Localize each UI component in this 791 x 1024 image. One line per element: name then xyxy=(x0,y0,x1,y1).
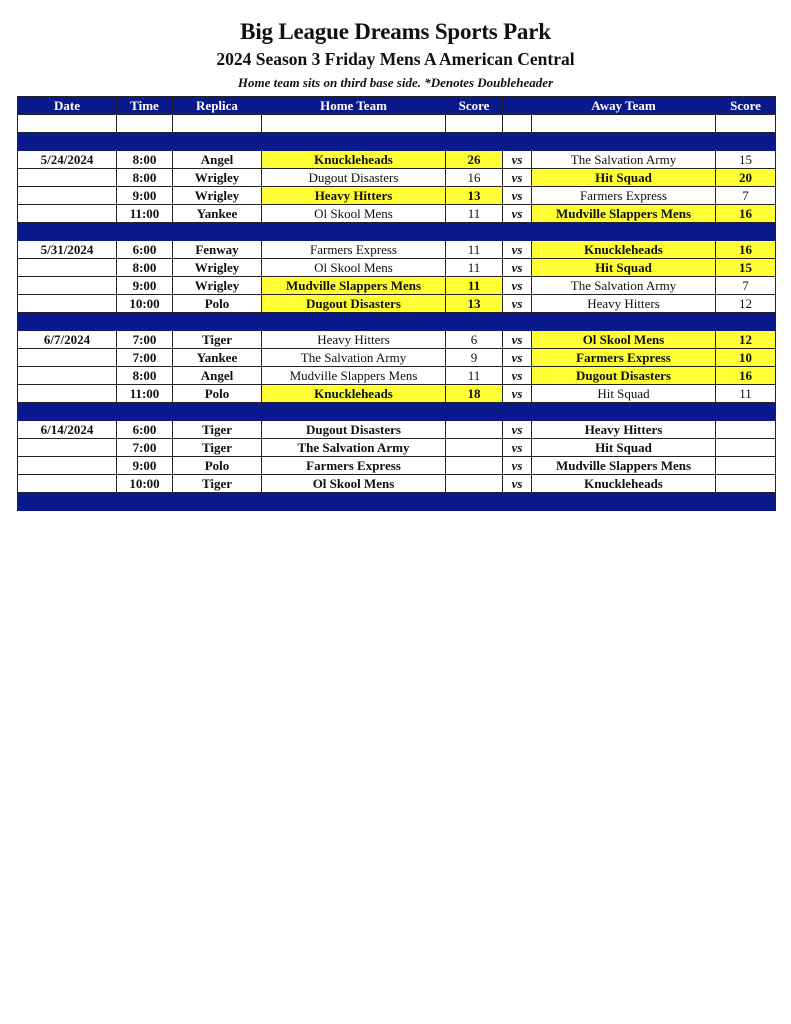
home-team: Heavy Hitters xyxy=(262,331,446,349)
game-row xyxy=(18,367,776,385)
game-date xyxy=(18,187,117,205)
vs-label: vs xyxy=(503,475,532,493)
game-field: Wrigley xyxy=(173,277,262,295)
col-header-home-team: Home Team xyxy=(262,97,446,115)
blank-cell xyxy=(446,115,503,133)
page-title: Big League Dreams Sports Park xyxy=(240,19,551,44)
game-row xyxy=(18,277,776,295)
vs-label: vs xyxy=(503,151,532,169)
game-time: 7:00 xyxy=(117,331,173,349)
away-team: Heavy Hitters xyxy=(532,295,716,313)
separator-cell xyxy=(503,493,532,511)
away-team: Mudville Slappers Mens xyxy=(532,205,716,223)
game-field: Angel xyxy=(173,367,262,385)
blank-cell xyxy=(18,115,117,133)
col-header-vs xyxy=(503,97,532,115)
separator-cell xyxy=(503,223,532,241)
game-date xyxy=(18,367,117,385)
separator-cell xyxy=(117,493,173,511)
away-score xyxy=(716,421,776,439)
separator-cell xyxy=(262,133,446,151)
vs-label: vs xyxy=(503,331,532,349)
away-team: Hit Squad xyxy=(532,169,716,187)
away-team: Dugout Disasters xyxy=(532,367,716,385)
game-date: 6/14/2024 xyxy=(18,421,117,439)
vs-label: vs xyxy=(503,295,532,313)
home-score: 13 xyxy=(446,187,503,205)
blank-cell xyxy=(173,115,262,133)
separator-cell xyxy=(716,313,776,331)
away-team: Knuckleheads xyxy=(532,241,716,259)
game-row xyxy=(18,439,776,457)
blank-cell xyxy=(532,115,716,133)
home-score: 11 xyxy=(446,205,503,223)
schedule-body xyxy=(18,115,776,511)
separator-cell xyxy=(446,403,503,421)
vs-label: vs xyxy=(503,385,532,403)
home-team: Ol Skool Mens xyxy=(262,259,446,277)
vs-label: vs xyxy=(503,277,532,295)
home-team: Dugout Disasters xyxy=(262,169,446,187)
game-row xyxy=(18,241,776,259)
separator-row xyxy=(18,313,776,331)
away-score: 15 xyxy=(716,259,776,277)
game-field: Wrigley xyxy=(173,259,262,277)
home-team: Ol Skool Mens xyxy=(262,205,446,223)
col-header-away-team: Away Team xyxy=(532,97,716,115)
separator-cell xyxy=(117,223,173,241)
game-field: Tiger xyxy=(173,421,262,439)
vs-label: vs xyxy=(503,421,532,439)
game-date xyxy=(18,385,117,403)
game-row xyxy=(18,295,776,313)
blank-cell xyxy=(117,115,173,133)
col-header-date: Date xyxy=(18,97,117,115)
schedule-table xyxy=(17,96,776,511)
away-team: Mudville Slappers Mens xyxy=(532,457,716,475)
home-score: 9 xyxy=(446,349,503,367)
vs-label: vs xyxy=(503,205,532,223)
home-score xyxy=(446,439,503,457)
separator-cell xyxy=(18,223,117,241)
away-score: 7 xyxy=(716,277,776,295)
away-team: The Salvation Army xyxy=(532,277,716,295)
home-team: Knuckleheads xyxy=(262,385,446,403)
separator-cell xyxy=(532,313,716,331)
game-field: Wrigley xyxy=(173,169,262,187)
separator-cell xyxy=(716,493,776,511)
game-field: Fenway xyxy=(173,241,262,259)
col-header-away-score: Score xyxy=(716,97,776,115)
home-score xyxy=(446,421,503,439)
home-score: 11 xyxy=(446,277,503,295)
separator-cell xyxy=(446,313,503,331)
separator-cell xyxy=(117,403,173,421)
separator-cell xyxy=(716,403,776,421)
game-time: 8:00 xyxy=(117,259,173,277)
away-team: Hit Squad xyxy=(532,385,716,403)
game-time: 7:00 xyxy=(117,349,173,367)
game-date xyxy=(18,475,117,493)
away-score: 11 xyxy=(716,385,776,403)
game-date: 5/24/2024 xyxy=(18,151,117,169)
game-time: 11:00 xyxy=(117,385,173,403)
home-score: 11 xyxy=(446,241,503,259)
away-team: Farmers Express xyxy=(532,187,716,205)
home-team: Mudville Slappers Mens xyxy=(262,367,446,385)
separator-cell xyxy=(532,493,716,511)
separator-cell xyxy=(173,403,262,421)
separator-cell xyxy=(117,313,173,331)
game-row xyxy=(18,421,776,439)
home-score: 11 xyxy=(446,367,503,385)
game-field: Wrigley xyxy=(173,187,262,205)
separator-row xyxy=(18,133,776,151)
separator-cell xyxy=(503,133,532,151)
separator-cell xyxy=(18,403,117,421)
separator-cell xyxy=(262,313,446,331)
away-score: 15 xyxy=(716,151,776,169)
game-time: 10:00 xyxy=(117,295,173,313)
separator-cell xyxy=(117,133,173,151)
separator-cell xyxy=(446,133,503,151)
away-score: 20 xyxy=(716,169,776,187)
home-score: 13 xyxy=(446,295,503,313)
home-score: 11 xyxy=(446,259,503,277)
separator-cell xyxy=(18,133,117,151)
game-time: 9:00 xyxy=(117,457,173,475)
game-field: Yankee xyxy=(173,205,262,223)
game-date xyxy=(18,169,117,187)
home-team: The Salvation Army xyxy=(262,439,446,457)
col-header-home-score: Score xyxy=(446,97,503,115)
separator-cell xyxy=(173,313,262,331)
away-score: 10 xyxy=(716,349,776,367)
away-team: Knuckleheads xyxy=(532,475,716,493)
away-team: Hit Squad xyxy=(532,439,716,457)
game-row xyxy=(18,187,776,205)
game-field: Tiger xyxy=(173,475,262,493)
page-note: Home team sits on third base side. *Denotes Doubleheader xyxy=(237,75,554,90)
game-date: 5/31/2024 xyxy=(18,241,117,259)
home-team: Farmers Express xyxy=(262,457,446,475)
away-score: 12 xyxy=(716,331,776,349)
header-row xyxy=(18,97,776,115)
game-time: 8:00 xyxy=(117,367,173,385)
away-score: 16 xyxy=(716,241,776,259)
game-row xyxy=(18,385,776,403)
home-score xyxy=(446,475,503,493)
game-field: Polo xyxy=(173,295,262,313)
separator-cell xyxy=(262,403,446,421)
game-row xyxy=(18,259,776,277)
game-row xyxy=(18,349,776,367)
game-field: Tiger xyxy=(173,331,262,349)
home-team: Dugout Disasters xyxy=(262,295,446,313)
home-team: Knuckleheads xyxy=(262,151,446,169)
col-header-time: Time xyxy=(117,97,173,115)
game-field: Polo xyxy=(173,385,262,403)
game-row xyxy=(18,331,776,349)
home-score: 16 xyxy=(446,169,503,187)
separator-cell xyxy=(532,133,716,151)
blank-cell xyxy=(503,115,532,133)
away-team: Ol Skool Mens xyxy=(532,331,716,349)
game-time: 9:00 xyxy=(117,187,173,205)
home-team: Heavy Hitters xyxy=(262,187,446,205)
separator-cell xyxy=(532,403,716,421)
away-team: Heavy Hitters xyxy=(532,421,716,439)
game-time: 7:00 xyxy=(117,439,173,457)
col-header-replica: Replica xyxy=(173,97,262,115)
away-score: 7 xyxy=(716,187,776,205)
blank-cell xyxy=(716,115,776,133)
home-team: Ol Skool Mens xyxy=(262,475,446,493)
game-time: 6:00 xyxy=(117,241,173,259)
game-time: 11:00 xyxy=(117,205,173,223)
away-score xyxy=(716,457,776,475)
blank-row xyxy=(18,115,776,133)
game-time: 6:00 xyxy=(117,421,173,439)
game-time: 10:00 xyxy=(117,475,173,493)
game-row xyxy=(18,475,776,493)
separator-cell xyxy=(716,133,776,151)
separator-row xyxy=(18,493,776,511)
game-date xyxy=(18,295,117,313)
separator-cell xyxy=(503,313,532,331)
page-subtitle: 2024 Season 3 Friday Mens A American Central xyxy=(216,49,575,69)
home-score: 26 xyxy=(446,151,503,169)
home-team: The Salvation Army xyxy=(262,349,446,367)
vs-label: vs xyxy=(503,169,532,187)
home-score xyxy=(446,457,503,475)
game-date xyxy=(18,205,117,223)
away-score xyxy=(716,475,776,493)
separator-cell xyxy=(716,223,776,241)
separator-cell xyxy=(173,133,262,151)
game-date xyxy=(18,259,117,277)
separator-cell xyxy=(18,493,117,511)
separator-cell xyxy=(173,493,262,511)
separator-cell xyxy=(446,223,503,241)
away-score: 12 xyxy=(716,295,776,313)
vs-label: vs xyxy=(503,259,532,277)
game-date xyxy=(18,349,117,367)
game-field: Polo xyxy=(173,457,262,475)
vs-label: vs xyxy=(503,367,532,385)
game-time: 8:00 xyxy=(117,169,173,187)
separator-cell xyxy=(446,493,503,511)
vs-label: vs xyxy=(503,457,532,475)
vs-label: vs xyxy=(503,439,532,457)
game-time: 8:00 xyxy=(117,151,173,169)
home-team: Mudville Slappers Mens xyxy=(262,277,446,295)
home-score: 18 xyxy=(446,385,503,403)
away-score: 16 xyxy=(716,205,776,223)
separator-cell xyxy=(18,313,117,331)
away-team: Hit Squad xyxy=(532,259,716,277)
game-date xyxy=(18,439,117,457)
away-score xyxy=(716,439,776,457)
game-row xyxy=(18,151,776,169)
separator-cell xyxy=(532,223,716,241)
home-team: Dugout Disasters xyxy=(262,421,446,439)
game-date: 6/7/2024 xyxy=(18,331,117,349)
vs-label: vs xyxy=(503,187,532,205)
separator-cell xyxy=(262,493,446,511)
game-field: Yankee xyxy=(173,349,262,367)
away-team: Farmers Express xyxy=(532,349,716,367)
game-row xyxy=(18,169,776,187)
separator-row xyxy=(18,403,776,421)
game-row xyxy=(18,457,776,475)
game-row xyxy=(18,205,776,223)
game-field: Tiger xyxy=(173,439,262,457)
separator-row xyxy=(18,223,776,241)
vs-label: vs xyxy=(503,349,532,367)
game-time: 9:00 xyxy=(117,277,173,295)
game-date xyxy=(18,457,117,475)
separator-cell xyxy=(503,403,532,421)
blank-cell xyxy=(262,115,446,133)
vs-label: vs xyxy=(503,241,532,259)
separator-cell xyxy=(173,223,262,241)
game-field: Angel xyxy=(173,151,262,169)
separator-cell xyxy=(262,223,446,241)
home-team: Farmers Express xyxy=(262,241,446,259)
home-score: 6 xyxy=(446,331,503,349)
away-score: 16 xyxy=(716,367,776,385)
away-team: The Salvation Army xyxy=(532,151,716,169)
game-date xyxy=(18,277,117,295)
